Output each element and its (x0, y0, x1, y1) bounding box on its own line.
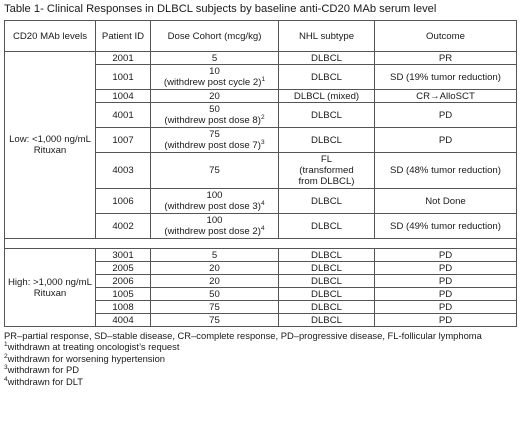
dose-cohort-cell (151, 65, 279, 90)
footnotes (4, 330, 516, 387)
header-cell: CD20 MAb levels (5, 21, 96, 52)
patient-id-cell: 1006 (96, 189, 151, 214)
dose-cohort-cell (151, 301, 279, 314)
dose-note: (withdrew post dose 8) (164, 115, 261, 126)
dose-note: (withdrew post dose 3) (164, 201, 261, 212)
patient-id-cell: 1008 (96, 301, 151, 314)
dose-value: 50 (209, 288, 220, 300)
nhl-subtype-cell: DLBCL (279, 262, 375, 275)
footnote-mark: 4 (260, 224, 265, 232)
footnote-item (4, 364, 516, 375)
dose-value: 75 (209, 314, 220, 326)
outcome-cell: Not Done (375, 189, 517, 214)
dose-value: 75 (209, 129, 220, 140)
footnote-mark: 1 (4, 341, 8, 349)
dose-value: 5 (211, 249, 218, 261)
header-cell: Outcome (375, 21, 517, 52)
patient-id-cell: 4004 (96, 314, 151, 327)
footnote-text: withdrawn for PD (7, 364, 80, 376)
footnote-mark: 4 (4, 375, 8, 383)
dose-note: (withdrew post cycle 2) (163, 77, 262, 88)
table-row (5, 249, 517, 262)
header-row (5, 21, 517, 52)
outcome-cell: PD (375, 301, 517, 314)
patient-id-cell: 1004 (96, 90, 151, 103)
nhl-subtype-cell: DLBCL (mixed) (279, 90, 375, 103)
nhl-subtype-cell: DLBCL (279, 52, 375, 65)
dose-cohort-cell (151, 262, 279, 275)
footnote-mark: 4 (260, 199, 265, 207)
outcome-cell: PD (375, 288, 517, 301)
patient-id-cell: 2006 (96, 275, 151, 288)
dose-cohort-cell (151, 288, 279, 301)
patient-id-cell: 2005 (96, 262, 151, 275)
nhl-subtype-cell: DLBCL (279, 288, 375, 301)
dose-cohort-cell (151, 103, 279, 128)
dose-value: 75 (209, 301, 220, 313)
footnote-mark: 3 (4, 364, 8, 372)
header-cell: Dose Cohort (mcg/kg) (151, 21, 279, 52)
group-separator-row (5, 239, 517, 249)
clinical-responses-table (4, 20, 517, 327)
separator-cell (5, 239, 517, 249)
dose-value: 20 (209, 90, 220, 102)
dose-note: (withdrew post dose 7) (164, 140, 261, 151)
patient-id-cell: 1001 (96, 65, 151, 90)
dose-cohort-cell (151, 189, 279, 214)
outcome-cell: PR (375, 52, 517, 65)
dose-cohort-cell (151, 214, 279, 239)
dose-cohort-cell (151, 153, 279, 189)
outcome-cell: SD (49% tumor reduction) (375, 214, 517, 239)
cd20-level-cell: High: >1,000 ng/mL Rituxan (5, 249, 96, 327)
footnote-text: withdrawn at treating oncologist’s request (7, 341, 180, 353)
abbreviations-note: PR–partial response, SD–stable disease, CR–complete response, PD–progressive disease, FL-follicular lymphoma (4, 330, 482, 341)
dose-value: 20 (209, 262, 220, 274)
patient-id-cell: 4001 (96, 103, 151, 128)
nhl-subtype-cell: DLBCL (279, 189, 375, 214)
dose-value: 50 (209, 104, 220, 115)
footnote-list (4, 341, 516, 387)
dose-value: 100 (206, 190, 223, 201)
patient-id-cell: 1005 (96, 288, 151, 301)
footnote-item (4, 341, 516, 352)
dose-cohort-cell (151, 314, 279, 327)
patient-id-cell: 4003 (96, 153, 151, 189)
dose-value: 5 (211, 52, 218, 64)
outcome-cell: SD (48% tumor reduction) (375, 153, 517, 189)
footnote-text: withdrawn for worsening hypertension (7, 352, 165, 364)
patient-id-cell: 4002 (96, 214, 151, 239)
header-cell: NHL subtype (279, 21, 375, 52)
nhl-subtype-cell: DLBCL (279, 65, 375, 90)
nhl-subtype-cell: DLBCL (279, 275, 375, 288)
footnote-item (4, 353, 516, 364)
outcome-cell: PD (375, 103, 517, 128)
footnote-item (4, 376, 516, 387)
outcome-cell: PD (375, 128, 517, 153)
dose-cohort-cell (151, 128, 279, 153)
dose-value: 10 (209, 66, 220, 77)
table-title: Table 1- Clinical Responses in DLBCL subjects by baseline anti-CD20 MAb serum level (4, 3, 437, 15)
patient-id-cell: 2001 (96, 52, 151, 65)
cd20-level-cell: Low: <1,000 ng/mL Rituxan (5, 52, 96, 239)
outcome-cell: PD (375, 262, 517, 275)
outcome-cell: PD (375, 249, 517, 262)
footnote-mark: 3 (260, 138, 265, 146)
nhl-subtype-cell: DLBCL (279, 249, 375, 262)
dose-cohort-cell (151, 90, 279, 103)
outcome-cell: CR→AlloSCT (375, 90, 517, 103)
dose-value: 100 (206, 215, 223, 226)
outcome-cell: SD (19% tumor reduction) (375, 65, 517, 90)
nhl-subtype-cell: DLBCL (279, 214, 375, 239)
footnote-text: withdrawn for DLT (7, 375, 83, 387)
dose-cohort-cell (151, 249, 279, 262)
nhl-subtype-cell: FL (transformed from DLBCL) (279, 153, 375, 189)
nhl-subtype-cell: DLBCL (279, 314, 375, 327)
footnote-mark: 1 (261, 75, 266, 83)
table-body (5, 52, 517, 327)
dose-value: 20 (209, 275, 220, 287)
patient-id-cell: 3001 (96, 249, 151, 262)
nhl-subtype-cell: DLBCL (279, 301, 375, 314)
nhl-subtype-cell: DLBCL (279, 128, 375, 153)
footnote-mark: 2 (4, 352, 8, 360)
dose-note: (withdrew post dose 2) (164, 226, 261, 237)
table-row (5, 52, 517, 65)
footnote-mark: 2 (260, 113, 265, 121)
dose-cohort-cell (151, 275, 279, 288)
outcome-cell: PD (375, 275, 517, 288)
nhl-subtype-cell: DLBCL (279, 103, 375, 128)
header-cell: Patient ID (96, 21, 151, 52)
dose-cohort-cell (151, 52, 279, 65)
dose-value: 75 (209, 165, 220, 176)
patient-id-cell: 1007 (96, 128, 151, 153)
outcome-cell: PD (375, 314, 517, 327)
